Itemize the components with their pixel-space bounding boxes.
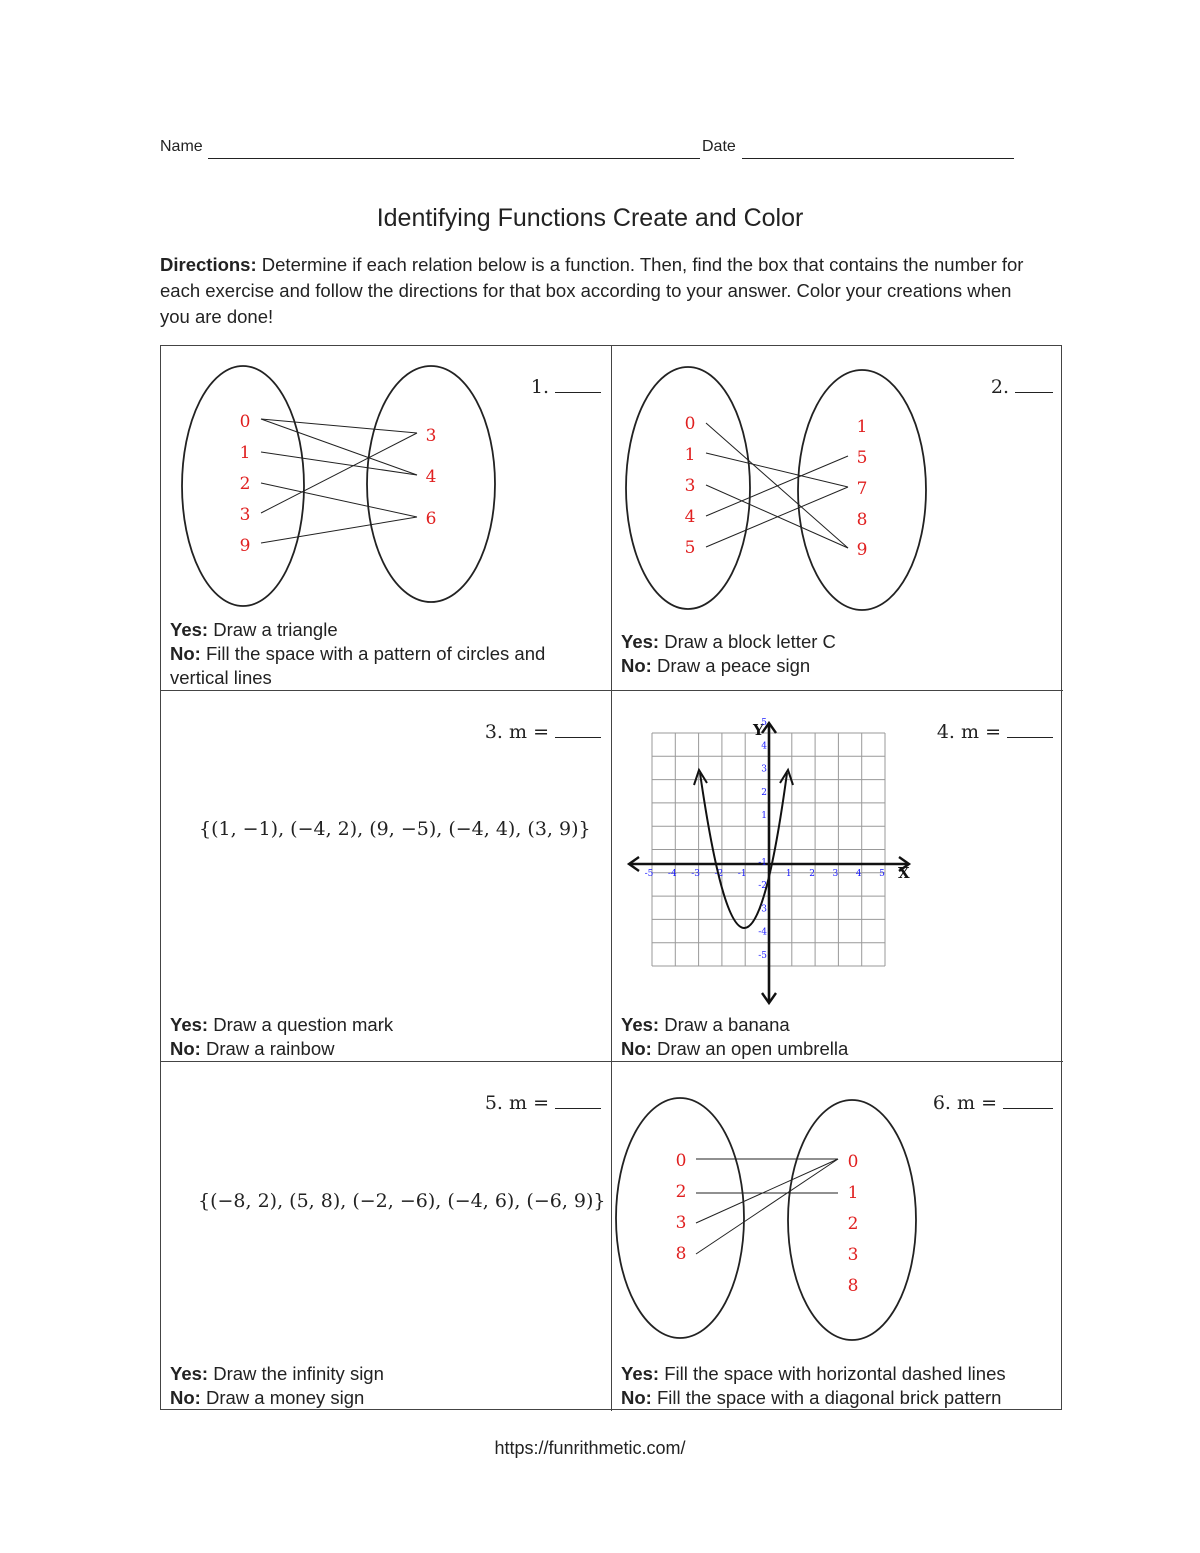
- x-axis-label: X: [898, 864, 910, 882]
- domain-value: 0: [239, 412, 251, 432]
- x-tick-label: 1: [785, 869, 792, 879]
- problem-2-number: 2.: [991, 374, 1053, 398]
- domain-value: 9: [239, 536, 251, 556]
- no-instruction: Draw a rainbow: [205, 1038, 335, 1059]
- no-instruction: Draw a money sign: [205, 1387, 365, 1408]
- no-instruction: Draw a peace sign: [656, 655, 811, 676]
- domain-value: 1: [239, 443, 251, 463]
- range-value: 8: [847, 1276, 859, 1296]
- problem-6-number: 6. m =: [933, 1090, 1053, 1114]
- y-tick-label: 3: [761, 764, 767, 775]
- directions: [160, 252, 1040, 330]
- mapping-diagram: [161, 346, 611, 616]
- y-tick-label: 4: [761, 741, 767, 752]
- range-value: 1: [847, 1183, 859, 1203]
- no-instruction: Fill the space with a pattern of circles and vertical lines: [170, 643, 546, 688]
- directions-text: Determine if each relation below is a function. Then, find the box that contains the number for each exercise and follow the directions for that box according to your answer. Color your creations when you are done!: [160, 254, 1024, 327]
- answer-blank[interactable]: [555, 719, 601, 738]
- page-title: Identifying Functions Create and Color: [376, 204, 804, 232]
- answer-choices: Yes: Draw the infinity sign No: Draw a money sign: [170, 1363, 384, 1408]
- y-tick-label: -4: [758, 927, 767, 938]
- y-tick-label: -2: [758, 881, 767, 892]
- coordinate-graph: [612, 691, 932, 1021]
- domain-value: 1: [684, 445, 696, 465]
- domain-value: 3: [239, 505, 251, 525]
- yes-instruction: Fill the space with horizontal dashed lines: [664, 1363, 1006, 1384]
- range-value: 9: [856, 540, 868, 560]
- yes-instruction: Draw a block letter C: [664, 631, 836, 652]
- header-row: [160, 138, 1020, 162]
- domain-value: 2: [675, 1182, 687, 1202]
- domain-value: 3: [675, 1213, 687, 1233]
- problem-3-number: 3. m =: [485, 719, 601, 743]
- mapping-arrows: [261, 419, 417, 543]
- y-tick-label: -5: [758, 951, 767, 961]
- problem-2: [612, 346, 1063, 690]
- parabola-curve: [700, 773, 787, 928]
- answer-choices: Yes: Draw a triangle No: Fill the space with a pattern of circles and vertical lines: [170, 619, 546, 688]
- problem-3: [161, 691, 611, 1061]
- yes-instruction: Draw a question mark: [213, 1014, 394, 1035]
- problem-4-number: 4. m =: [937, 719, 1053, 743]
- y-tick-label: -1: [758, 857, 767, 868]
- range-value: 7: [856, 479, 868, 499]
- yes-instruction: Draw a triangle: [213, 619, 338, 640]
- x-tick-label: 3: [832, 869, 839, 879]
- x-tick-label: -5: [644, 869, 654, 879]
- footer-url[interactable]: https://funrithmetic.com/: [494, 1438, 686, 1458]
- answer-choices: Yes: Draw a block letter C No: Draw a peace sign: [621, 631, 836, 676]
- x-tick-label: -4: [667, 869, 677, 879]
- directions-label: Directions:: [160, 254, 257, 275]
- x-tick-label: -2: [714, 869, 724, 879]
- range-value: 4: [425, 467, 437, 487]
- answer-blank[interactable]: [1007, 719, 1053, 738]
- answer-choices: Yes: Draw a question mark No: Draw a rainbow: [170, 1014, 394, 1059]
- name-label: Name: [160, 138, 203, 155]
- problem-6: [612, 1062, 1063, 1411]
- range-value: 2: [847, 1214, 859, 1234]
- mapping-arrows: [706, 423, 848, 548]
- ordered-pair-set: {(1, −1), (−4, 2), (9, −5), (−4, 4), (3, 9)}: [199, 818, 591, 840]
- problem-grid: [160, 345, 1062, 1410]
- yes-instruction: Draw the infinity sign: [213, 1363, 384, 1384]
- range-value: 3: [425, 426, 437, 446]
- domain-value: 0: [684, 414, 696, 434]
- x-tick-label: -1: [737, 869, 747, 879]
- domain-value: 4: [684, 507, 696, 527]
- no-instruction: Draw an open umbrella: [656, 1038, 849, 1059]
- problem-1-number: 1.: [531, 374, 601, 398]
- domain-value: 0: [675, 1151, 687, 1171]
- range-value: 8: [856, 510, 868, 530]
- date-field[interactable]: [742, 158, 1014, 159]
- date-label: Date: [702, 138, 736, 155]
- answer-choices: Yes: Draw a banana No: Draw an open umbrella: [621, 1014, 849, 1059]
- mapping-diagram: [612, 346, 1063, 626]
- problem-4: [612, 691, 1063, 1061]
- name-field[interactable]: [208, 158, 700, 159]
- y-tick-label: -3: [758, 904, 767, 915]
- range-value: 6: [425, 509, 437, 529]
- y-tick-label: 1: [761, 811, 767, 822]
- x-tick-label: 4: [855, 869, 862, 879]
- range-value: 5: [856, 448, 868, 468]
- y-axis-label: Y: [753, 721, 764, 739]
- domain-value: 3: [684, 476, 696, 496]
- domain-value: 8: [675, 1244, 687, 1264]
- x-tick-label: -3: [691, 869, 700, 879]
- ordered-pair-set: {(−8, 2), (5, 8), (−2, −6), (−4, 6), (−6, 9)}: [198, 1190, 606, 1212]
- mapping-diagram: [612, 1062, 1063, 1362]
- yes-instruction: Draw a banana: [664, 1014, 790, 1035]
- domain-value: 5: [684, 538, 696, 558]
- no-instruction: Fill the space with a diagonal brick pattern: [656, 1387, 1002, 1408]
- answer-choices: Yes: Fill the space with horizontal dashed lines No: Fill the space with a diagonal brick pattern: [621, 1363, 1006, 1408]
- problem-1: [161, 346, 611, 690]
- x-tick-label: 2: [809, 869, 815, 879]
- x-tick-label: 5: [879, 869, 885, 879]
- domain-value: 2: [239, 474, 251, 494]
- problem-5-number: 5. m =: [485, 1090, 601, 1114]
- range-value: 3: [847, 1245, 859, 1265]
- mapping-arrows: [696, 1159, 838, 1254]
- problem-5: [161, 1062, 611, 1411]
- y-tick-label: 5: [761, 718, 767, 728]
- range-value: 0: [847, 1152, 859, 1172]
- y-tick-label: 2: [761, 787, 767, 798]
- answer-blank[interactable]: [555, 1090, 601, 1109]
- range-value: 1: [856, 417, 868, 437]
